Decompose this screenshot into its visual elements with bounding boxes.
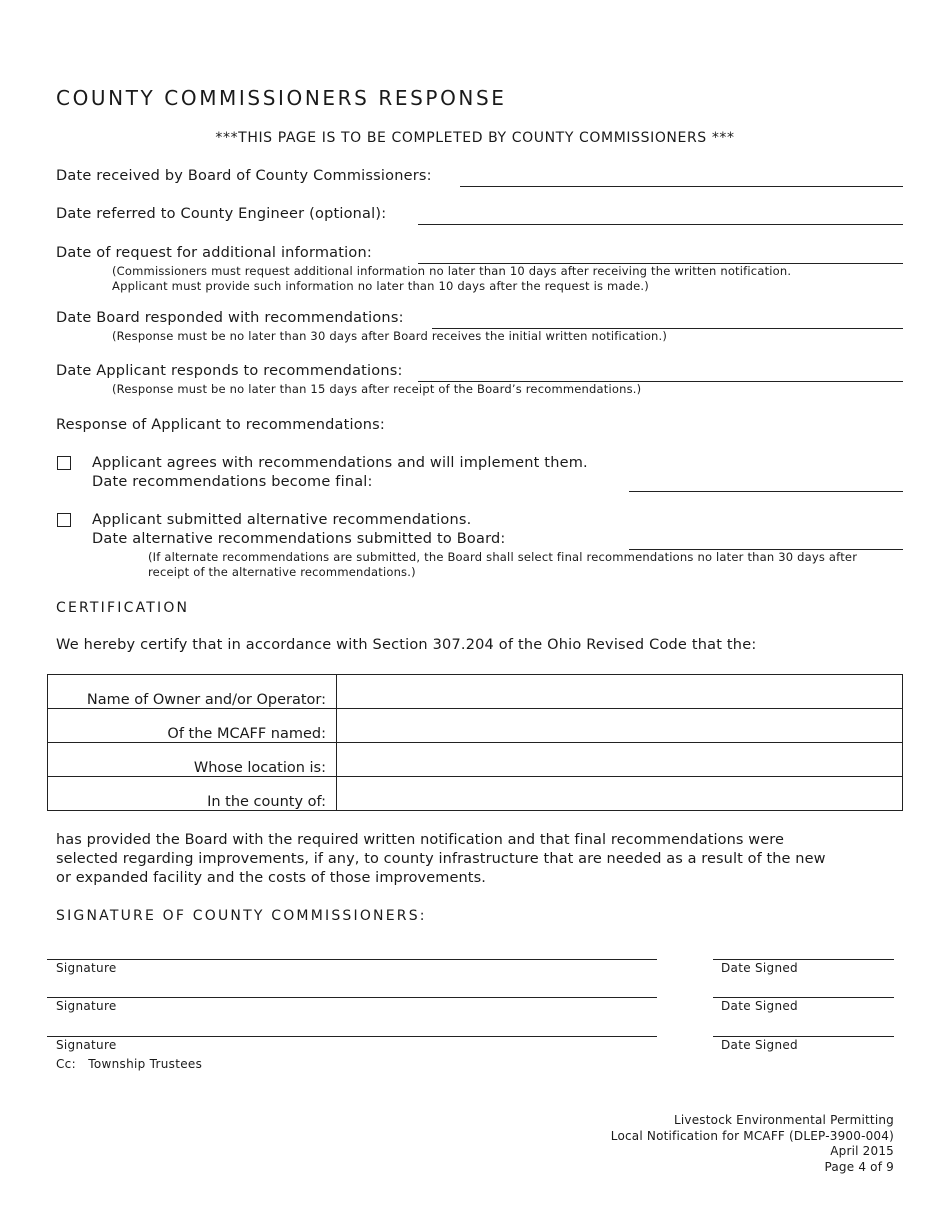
alt-label: Applicant submitted alternative recommendations. [92, 512, 472, 528]
date-signed-label-2: Date Signed [721, 999, 798, 1013]
signature-heading: SIGNATURE OF COUNTY COMMISSIONERS: [56, 908, 427, 924]
footer-line-4: Page 4 of 9 [824, 1159, 894, 1174]
date-board-note: (Response must be no later than 30 days after Board receives the initial written notification.) [112, 329, 668, 343]
page-title: COUNTY COMMISSIONERS RESPONSE [56, 86, 507, 110]
table-row [48, 709, 903, 743]
certification-heading: CERTIFICATION [56, 600, 190, 616]
signature-label-1: Signature [56, 961, 117, 975]
response-label: Response of Applicant to recommendations: [56, 417, 385, 433]
certification-paragraph-line-3: or expanded facility and the costs of those improvements. [56, 870, 486, 886]
location-label: Whose location is: [48, 743, 337, 777]
alt-checkbox[interactable] [57, 513, 71, 527]
date-request-note-2: Applicant must provide such information no later than 10 days after the request is made.) [112, 279, 649, 293]
date-signed-label-1: Date Signed [721, 961, 798, 975]
alt-date-label: Date alternative recommendations submitted to Board: [92, 531, 506, 547]
certification-paragraph [56, 831, 906, 888]
date-signed-line-3[interactable] [713, 1036, 894, 1037]
signature-line-2[interactable] [47, 997, 657, 998]
mcaff-field[interactable] [337, 709, 903, 743]
certification-paragraph-line-2: selected regarding improvements, if any, to county infrastructure that are needed as a result of the new [56, 851, 826, 867]
agree-label: Applicant agrees with recommendations and will implement them. [92, 455, 588, 471]
table-row [48, 743, 903, 777]
date-applicant-label: Date Applicant responds to recommendations: [56, 363, 403, 379]
page-footer [611, 1113, 894, 1175]
footer-line-3: April 2015 [830, 1144, 894, 1158]
county-field[interactable] [337, 777, 903, 811]
alt-note-1: (If alternate recommendations are submitted, the Board shall select final recommendations no later than 30 days after [148, 550, 858, 564]
cc-note: Cc: Township Trustees [56, 1057, 203, 1071]
footer-line-1: Livestock Environmental Permitting [674, 1113, 894, 1127]
county-label: In the county of: [48, 777, 337, 811]
signature-line-3[interactable] [47, 1036, 657, 1037]
date-request-label: Date of request for additional information: [56, 245, 372, 261]
signature-line-1[interactable] [47, 959, 657, 960]
date-signed-label-3: Date Signed [721, 1038, 798, 1052]
date-referred-label: Date referred to County Engineer (optional): [56, 206, 387, 222]
page-subtitle: ***THIS PAGE IS TO BE COMPLETED BY COUNTY COMMISSIONERS *** [215, 130, 735, 146]
agree-checkbox[interactable] [57, 456, 71, 470]
certification-table [47, 674, 903, 811]
certification-paragraph-line-1: has provided the Board with the required written notification and that final recommendations were [56, 832, 784, 848]
signature-label-3: Signature [56, 1038, 117, 1052]
date-received-label: Date received by Board of County Commissioners: [56, 168, 432, 184]
table-row [48, 675, 903, 709]
date-board-label: Date Board responded with recommendations: [56, 310, 404, 326]
signature-label-2: Signature [56, 999, 117, 1013]
alt-note-2: receipt of the alternative recommendations.) [148, 565, 416, 579]
mcaff-label: Of the MCAFF named: [48, 709, 337, 743]
owner-label: Name of Owner and/or Operator: [48, 675, 337, 709]
footer-line-2: Local Notification for MCAFF (DLEP-3900-004) [610, 1128, 894, 1143]
date-signed-line-2[interactable] [713, 997, 894, 998]
certification-intro: We hereby certify that in accordance with Section 307.204 of the Ohio Revised Code that the: [56, 637, 757, 653]
date-received-field[interactable] [460, 186, 903, 187]
date-request-note-1: (Commissioners must request additional information no later than 10 days after receiving the written notification. [112, 264, 792, 278]
location-field[interactable] [337, 743, 903, 777]
date-applicant-note: (Response must be no later than 15 days after receipt of the Board’s recommendations.) [112, 382, 642, 396]
date-signed-line-1[interactable] [713, 959, 894, 960]
table-row [48, 777, 903, 811]
date-referred-field[interactable] [418, 224, 903, 225]
agree-date-label: Date recommendations become final: [92, 474, 373, 490]
owner-field[interactable] [337, 675, 903, 709]
agree-date-field[interactable] [629, 491, 903, 492]
